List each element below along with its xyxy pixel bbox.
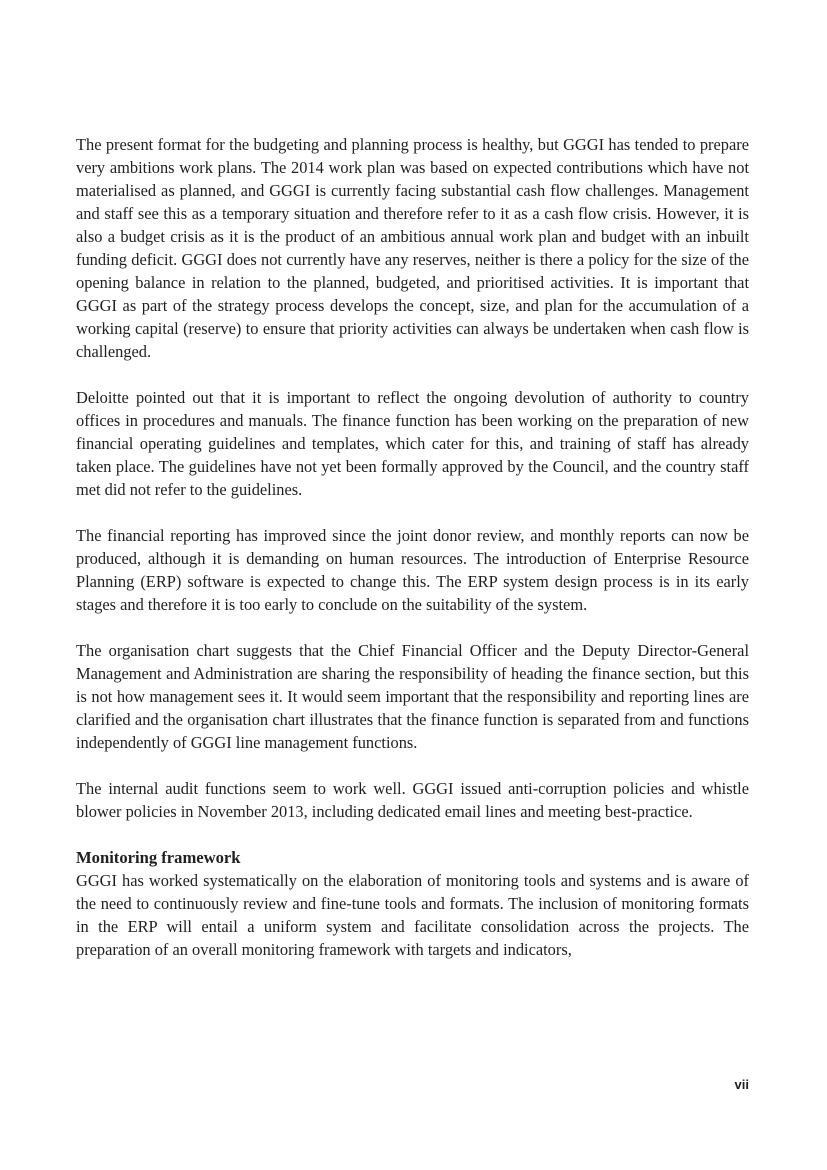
- paragraph-monitoring: GGGI has worked systematically on the elaboration of monitoring tools and systems and is aware of the need to continuously review and fine-tune tools and formats. The inclusion of monitoring formats in the ERP will entail a uniform system and facilitate consolidation across the projects. The preparation of an overall monitoring framework with targets and indicators,: [76, 871, 749, 959]
- section-heading-monitoring: Monitoring framework: [76, 848, 241, 867]
- paragraph-budgeting: The present format for the budgeting and planning process is healthy, but GGGI has tended to prepare very ambitions work plans. The 2014 work plan was based on expected contributions which have not materialised as planned, and GGGI is currently facing substantial cash flow challenges. Management and staff see this as a temporary situation and therefore refer to it as a cash flow crisis. However, it is also a budget crisis as it is the product of an ambitious annual work plan and budget with an inbuilt funding deficit. GGGI does not currently have any reserves, neither is there a policy for the size of the opening balance in relation to the planned, budgeted, and prioritised activities. It is important that GGGI as part of the strategy process develops the concept, size, and plan for the accumulation of a working capital (reserve) to ensure that priority activities can always be undertaken when cash flow is challenged.: [76, 135, 749, 361]
- paragraph-deloitte: Deloitte pointed out that it is important to reflect the ongoing devolution of authority to country offices in procedures and manuals. The finance function has been working on the preparation of new financial operating guidelines and templates, which cater for this, and training of staff has already taken place. The guidelines have not yet been formally approved by the Council, and the country staff met did not refer to the guidelines.: [76, 388, 749, 499]
- document-body: [76, 133, 749, 961]
- paragraph-financial-reporting: The financial reporting has improved since the joint donor review, and monthly reports can now be produced, although it is demanding on human resources. The introduction of Enterprise Resource Planning (ERP) software is expected to change this. The ERP system design process is in its early stages and therefore it is too early to conclude on the suitability of the system.: [76, 526, 749, 614]
- paragraph-organisation-chart: The organisation chart suggests that the Chief Financial Officer and the Deputy Director-General Management and Administration are sharing the responsibility of heading the finance section, but this is not how management sees it. It would seem important that the responsibility and reporting lines are clarified and the organisation chart illustrates that the finance function is separated from and functions independently of GGGI line management functions.: [76, 641, 749, 752]
- page-number: vii: [734, 1077, 749, 1092]
- paragraph-internal-audit: The internal audit functions seem to work well. GGGI issued anti-corruption policies and whistle blower policies in November 2013, including dedicated email lines and meeting best-practice.: [76, 779, 749, 821]
